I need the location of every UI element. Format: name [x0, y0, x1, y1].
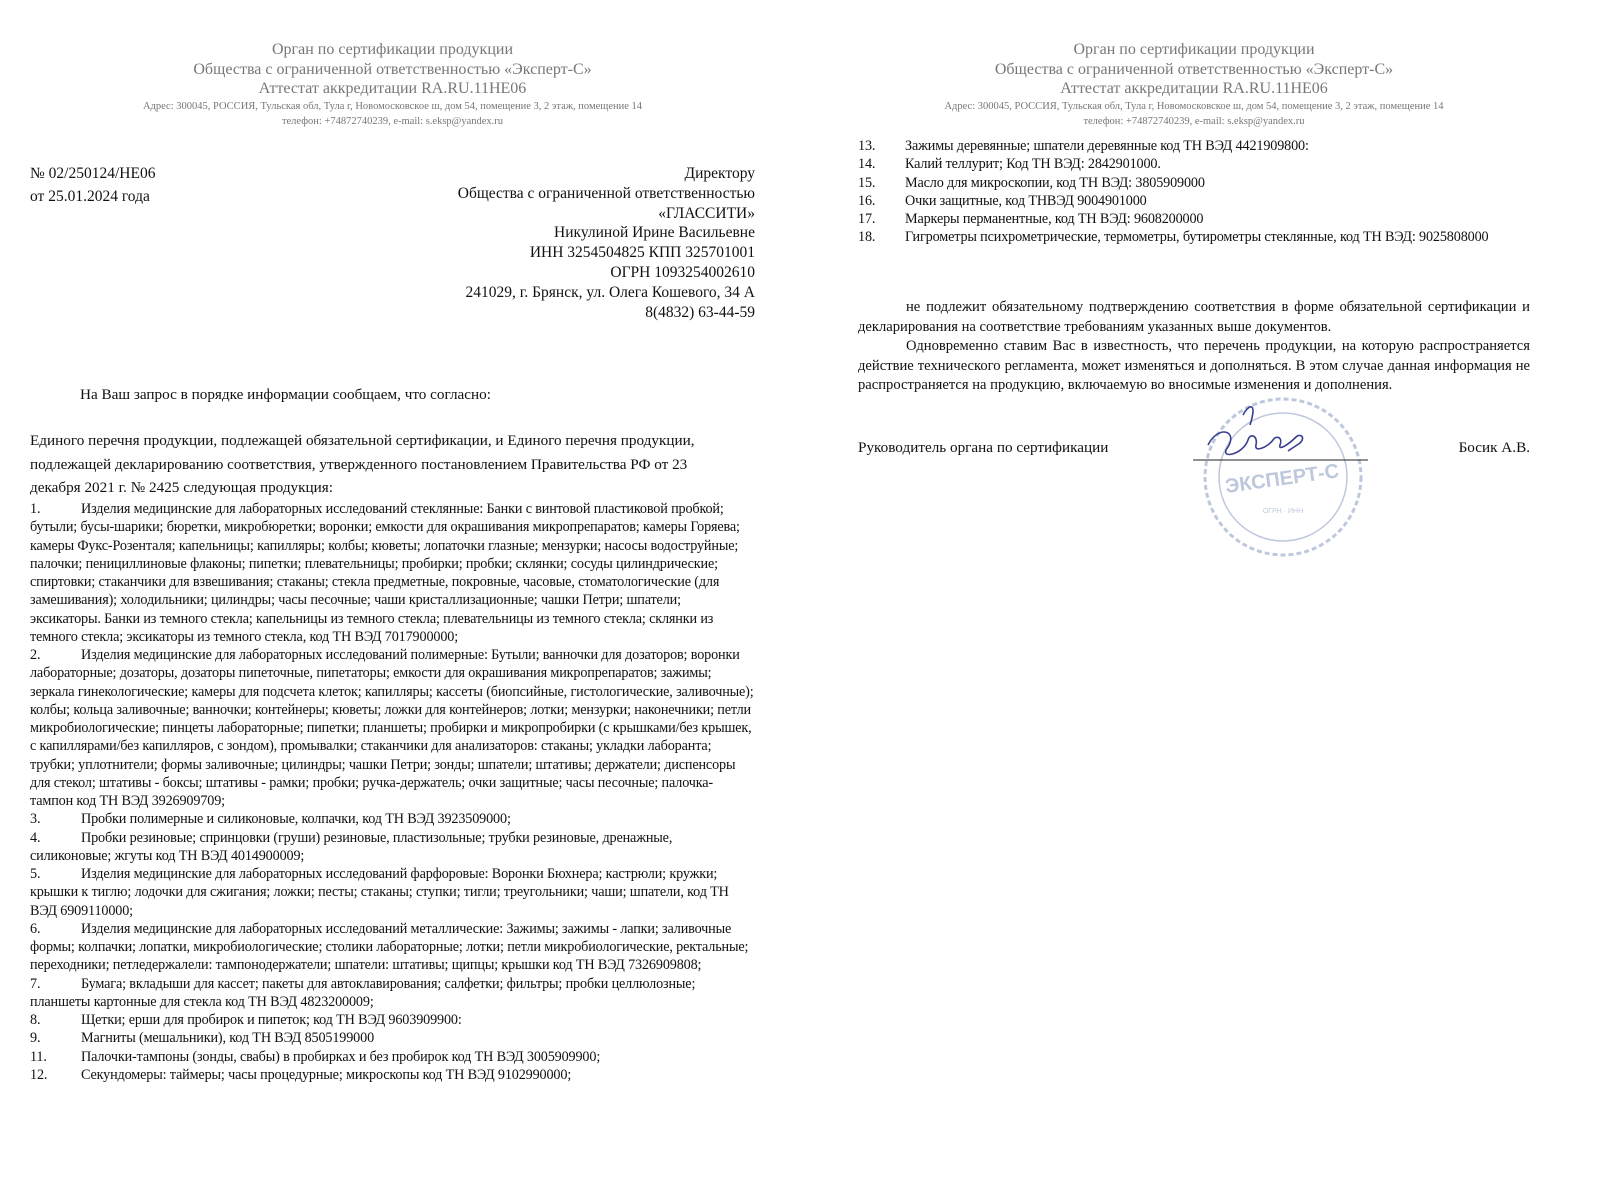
item-number: 5. — [30, 866, 41, 882]
item-text: Магниты (мешальники), код ТН ВЭД 8505199000 — [81, 1030, 375, 1047]
stamp-and-signature — [1188, 385, 1378, 565]
item-text: Изделия медицинские для лабораторных исследований фарфоровые: Воронки Бюхнера; кастрюли; кружки; крышки к тиглю; лодочки для сжигания; ложки; песты; стаканы; ступки; тигли; треугольники; чаши; шпатели, код ТН ВЭД 6909110000; — [30, 866, 729, 919]
letter-number: № 02/250124/НЕ06 — [30, 165, 156, 182]
item-number: 12. — [30, 1066, 48, 1083]
recipient-line: «ГЛАССИТИ» — [658, 204, 755, 222]
list-item — [30, 1011, 755, 1029]
letterhead — [30, 40, 755, 129]
item-number: 11. — [30, 1048, 47, 1065]
conclusion-text: не подлежит обязательному подтверждению соответствия в форме обязательной сертификации и декларирования на соответствие требованиям указанных выше документов. — [858, 299, 1530, 335]
recipient-line: ИНН 3254504825 КПП 325701001 — [529, 244, 755, 262]
list-item — [858, 174, 1530, 192]
list-item — [858, 137, 1530, 155]
list-item — [858, 228, 1530, 246]
item-number: 8. — [30, 1012, 41, 1028]
letterhead-accreditation: Аттестат аккредитации RA.RU.11НЕ06 — [1060, 80, 1328, 97]
basis-text: Единого перечня продукции, подлежащей обязательной сертификации, и Единого перечня продукции, подлежащей декларированию соответствия, утвержденного постановлением Правительства РФ от 23 декабря 2021 г. № 2425 следующая продукция: — [30, 432, 695, 496]
item-text: Масло для микроскопии, код ТН ВЭД: 3805909000 — [905, 174, 1205, 191]
item-text: Палочки-тампоны (зонды, свабы) в пробирках и без пробирок код ТН ВЭД 3005909900; — [81, 1048, 601, 1065]
item-text: Калий теллурит; Код ТН ВЭД: 2842901000. — [905, 156, 1161, 173]
item-number: 4. — [30, 829, 41, 846]
item-number: 6. — [30, 920, 41, 937]
list-item — [858, 155, 1530, 173]
recipient-line: 241029, г. Брянск, ул. Олега Кошевого, 34 А — [465, 283, 755, 301]
recipient-line: Директору — [684, 165, 755, 182]
letterhead-org: Орган по сертификации продукции — [1073, 41, 1315, 58]
stamp-text: ЭКСПЕРТ-С — [1223, 460, 1341, 498]
item-text: Изделия медицинские для лабораторных исследований стеклянные: Банки с винтовой пластиковой пробкой; бутыли; бусы-шарики; бюретки, микробюретки; воронки; емкости для окрашивания микропрепаратов; камеры Горяева; камеры Фукс-Розенталя; капельницы; капилляры; колбы; кюветы; лопаточки глазные; мензурки; насосы водоструйные; палочки; пенициллиновые флаконы; пипетки; плевательницы; пробирки; пробки; склянки; сосуды цилиндрические; спиртовки; стаканчики для взвешивания; стаканы; стекла предметные, покровные, часовые, стоматологические (для замешивания); холодильники; цилиндры; часы песочные; чаши кристаллизационные; чашки Петри; шпатели; эксикаторы. Банки из темного стекла; капельницы из темного стекла; плевательницы из темного стекла; склянки из темного стекла; эксикаторы из темного стекла, код ТН ВЭД 7017900000; — [30, 501, 740, 645]
item-text: Пробки резиновые; спринцовки (груши) резиновые, пластизольные; трубки резиновые, дренажные, силиконовые; жгуты код ТН ВЭД 4014900009; — [30, 829, 673, 864]
item-number: 13. — [858, 138, 876, 154]
list-item — [858, 210, 1530, 228]
list-item — [30, 1029, 755, 1047]
item-text: Щетки; ерши для пробирок и пипеток; код ТН ВЭД 9603909900: — [81, 1012, 462, 1028]
list-item — [30, 500, 755, 646]
item-number: 17. — [858, 211, 876, 227]
letterhead-contacts: телефон: +74872740239, e-mail: s.eksp@yandex.ru — [281, 115, 504, 127]
recipient-line: Общества с ограниченной ответственностью — [457, 184, 755, 202]
list-item — [30, 865, 755, 920]
item-text: Бумага; вкладыши для кассет; пакеты для автоклавирования; салфетки; фильтры; пробки целлюлозные; планшеты картонные для стекла код ТН ВЭД 4823200009; — [30, 975, 696, 1010]
item-number: 9. — [30, 1030, 41, 1047]
item-number: 7. — [30, 975, 41, 992]
letterhead-org: Орган по сертификации продукции — [271, 41, 514, 58]
item-number: 15. — [858, 174, 876, 191]
list-item — [30, 1048, 755, 1066]
letterhead-company: Общества с ограниченной ответственностью «Эксперт-С» — [994, 60, 1394, 78]
item-text: Зажимы деревянные; шпатели деревянные код ТН ВЭД 4421909800: — [905, 138, 1309, 154]
item-number: 18. — [858, 229, 876, 246]
list-item — [30, 810, 755, 828]
item-text: Маркеры перманентные, код ТН ВЭД: 9608200000 — [905, 211, 1204, 227]
list-item — [30, 646, 755, 810]
letterhead — [858, 40, 1530, 129]
item-text: Пробки полимерные и силиконовые, колпачки, код ТН ВЭД 3923509000; — [81, 811, 511, 828]
item-number: 3. — [30, 811, 41, 828]
conclusion-block — [858, 298, 1530, 396]
product-list-continued — [858, 137, 1530, 247]
signatory-position: Руководитель органа по сертификации — [858, 439, 1109, 456]
letterhead-address: Адрес: 300045, РОССИЯ, Тульская обл, Тула г, Новомосковское ш, дом 54, помещение 3, 2 этаж, помещение 14 — [944, 100, 1444, 112]
item-text: Гигрометры психрометрические, термометры, бутирометры стеклянные, код ТН ВЭД: 9025808000 — [905, 229, 1489, 246]
list-item — [30, 975, 755, 1012]
item-text: Очки защитные, код ТНВЭД 9004901000 — [905, 192, 1147, 209]
list-item — [30, 1066, 755, 1084]
item-number: 14. — [858, 156, 876, 173]
letterhead-address: Адрес: 300045, РОССИЯ, Тульская обл, Тула г, Новомосковское ш, дом 54, помещение 3, 2 этаж, помещение 14 — [142, 100, 643, 112]
company-stamp — [1205, 399, 1361, 555]
svg-text:ОГРН · ИНН: ОГРН · ИНН — [1262, 508, 1304, 515]
item-text: Изделия медицинские для лабораторных исследований металлические: Зажимы; зажимы - лапки; заливочные формы; колпачки; лопатки, микробиологические; столики лабораторные; лотки; петли микробиологические, ректальные; переходники; петледержалели: тампонодержатели; шпатели: штативы; щипцы; крышки код ТН ВЭД 7326909808; — [30, 920, 749, 974]
recipient-line: 8(4832) 63-44-59 — [645, 303, 755, 321]
signatory-name: Босик А.В. — [1458, 439, 1530, 456]
letterhead-contacts: телефон: +74872740239, e-mail: s.eksp@yandex.ru — [1083, 115, 1305, 127]
product-list — [30, 500, 755, 1084]
recipient-line: Никулиной Ирине Васильевне — [554, 224, 755, 242]
letterhead-company: Общества с ограниченной ответственностью «Эксперт-С» — [193, 60, 592, 78]
item-text: Секундомеры: таймеры; часы процедурные; микроскопы код ТН ВЭД 9102990000; — [81, 1066, 572, 1083]
list-item — [30, 829, 755, 866]
list-item — [30, 920, 755, 975]
item-number: 1. — [30, 501, 41, 517]
item-text: Изделия медицинские для лабораторных исследований полимерные: Бутыли; ванночки для дозаторов; воронки лабораторные; дозаторы, дозаторы пипеточные, пипетаторы; емкости для окрашивания микропрепаратов; зажимы; зеркала гинекологические; камеры для подсчета клеток; капилляры; кассеты (биопсийные, гистологические, заливочные); колбы; кольца заливочные; ванночки; контейнеры; кюветы; ложки для контейнеров; лотки; мензурки; наконечники; петли микробиологические; пинцеты лабораторные; пипетки; планшеты; пробирки и микропробирки (с крышками/без крышек, с капиллярами/без капилляров, с зондом), промывалки; стаканчики для анализаторов: стаканы; укладки лаборанта; трубки; уплотнители; формы заливочные; цилиндры; чашки Петри; зонды; шпатели; штативы; держатели; диспенсоры для стекол; штативы - боксы; штативы - рамки; пробки; ручка-держатель; очки защитные; часы песочные; палочка-тампон код ТН ВЭД 3926909709; — [30, 647, 754, 809]
item-number: 2. — [30, 647, 41, 663]
recipient-line: ОГРН 1093254002610 — [610, 263, 755, 281]
letterhead-accreditation: Аттестат аккредитации RA.RU.11НЕ06 — [258, 80, 527, 97]
item-number: 16. — [858, 192, 876, 209]
intro-text: На Ваш запрос в порядке информации сообщаем, что согласно: — [80, 386, 491, 403]
letter-reference — [30, 162, 155, 208]
notice-text: Одновременно ставим Вас в известность, что перечень продукции, на которую распространяется действие технического регламента, может изменяться и дополняться. В этом случае данная информация не распространяется на продукцию, включаемую во вносимые изменения и дополнения. — [858, 338, 1530, 393]
letter-date: от 25.01.2024 года — [30, 188, 150, 205]
recipient-block — [458, 164, 755, 322]
list-item — [858, 192, 1530, 210]
